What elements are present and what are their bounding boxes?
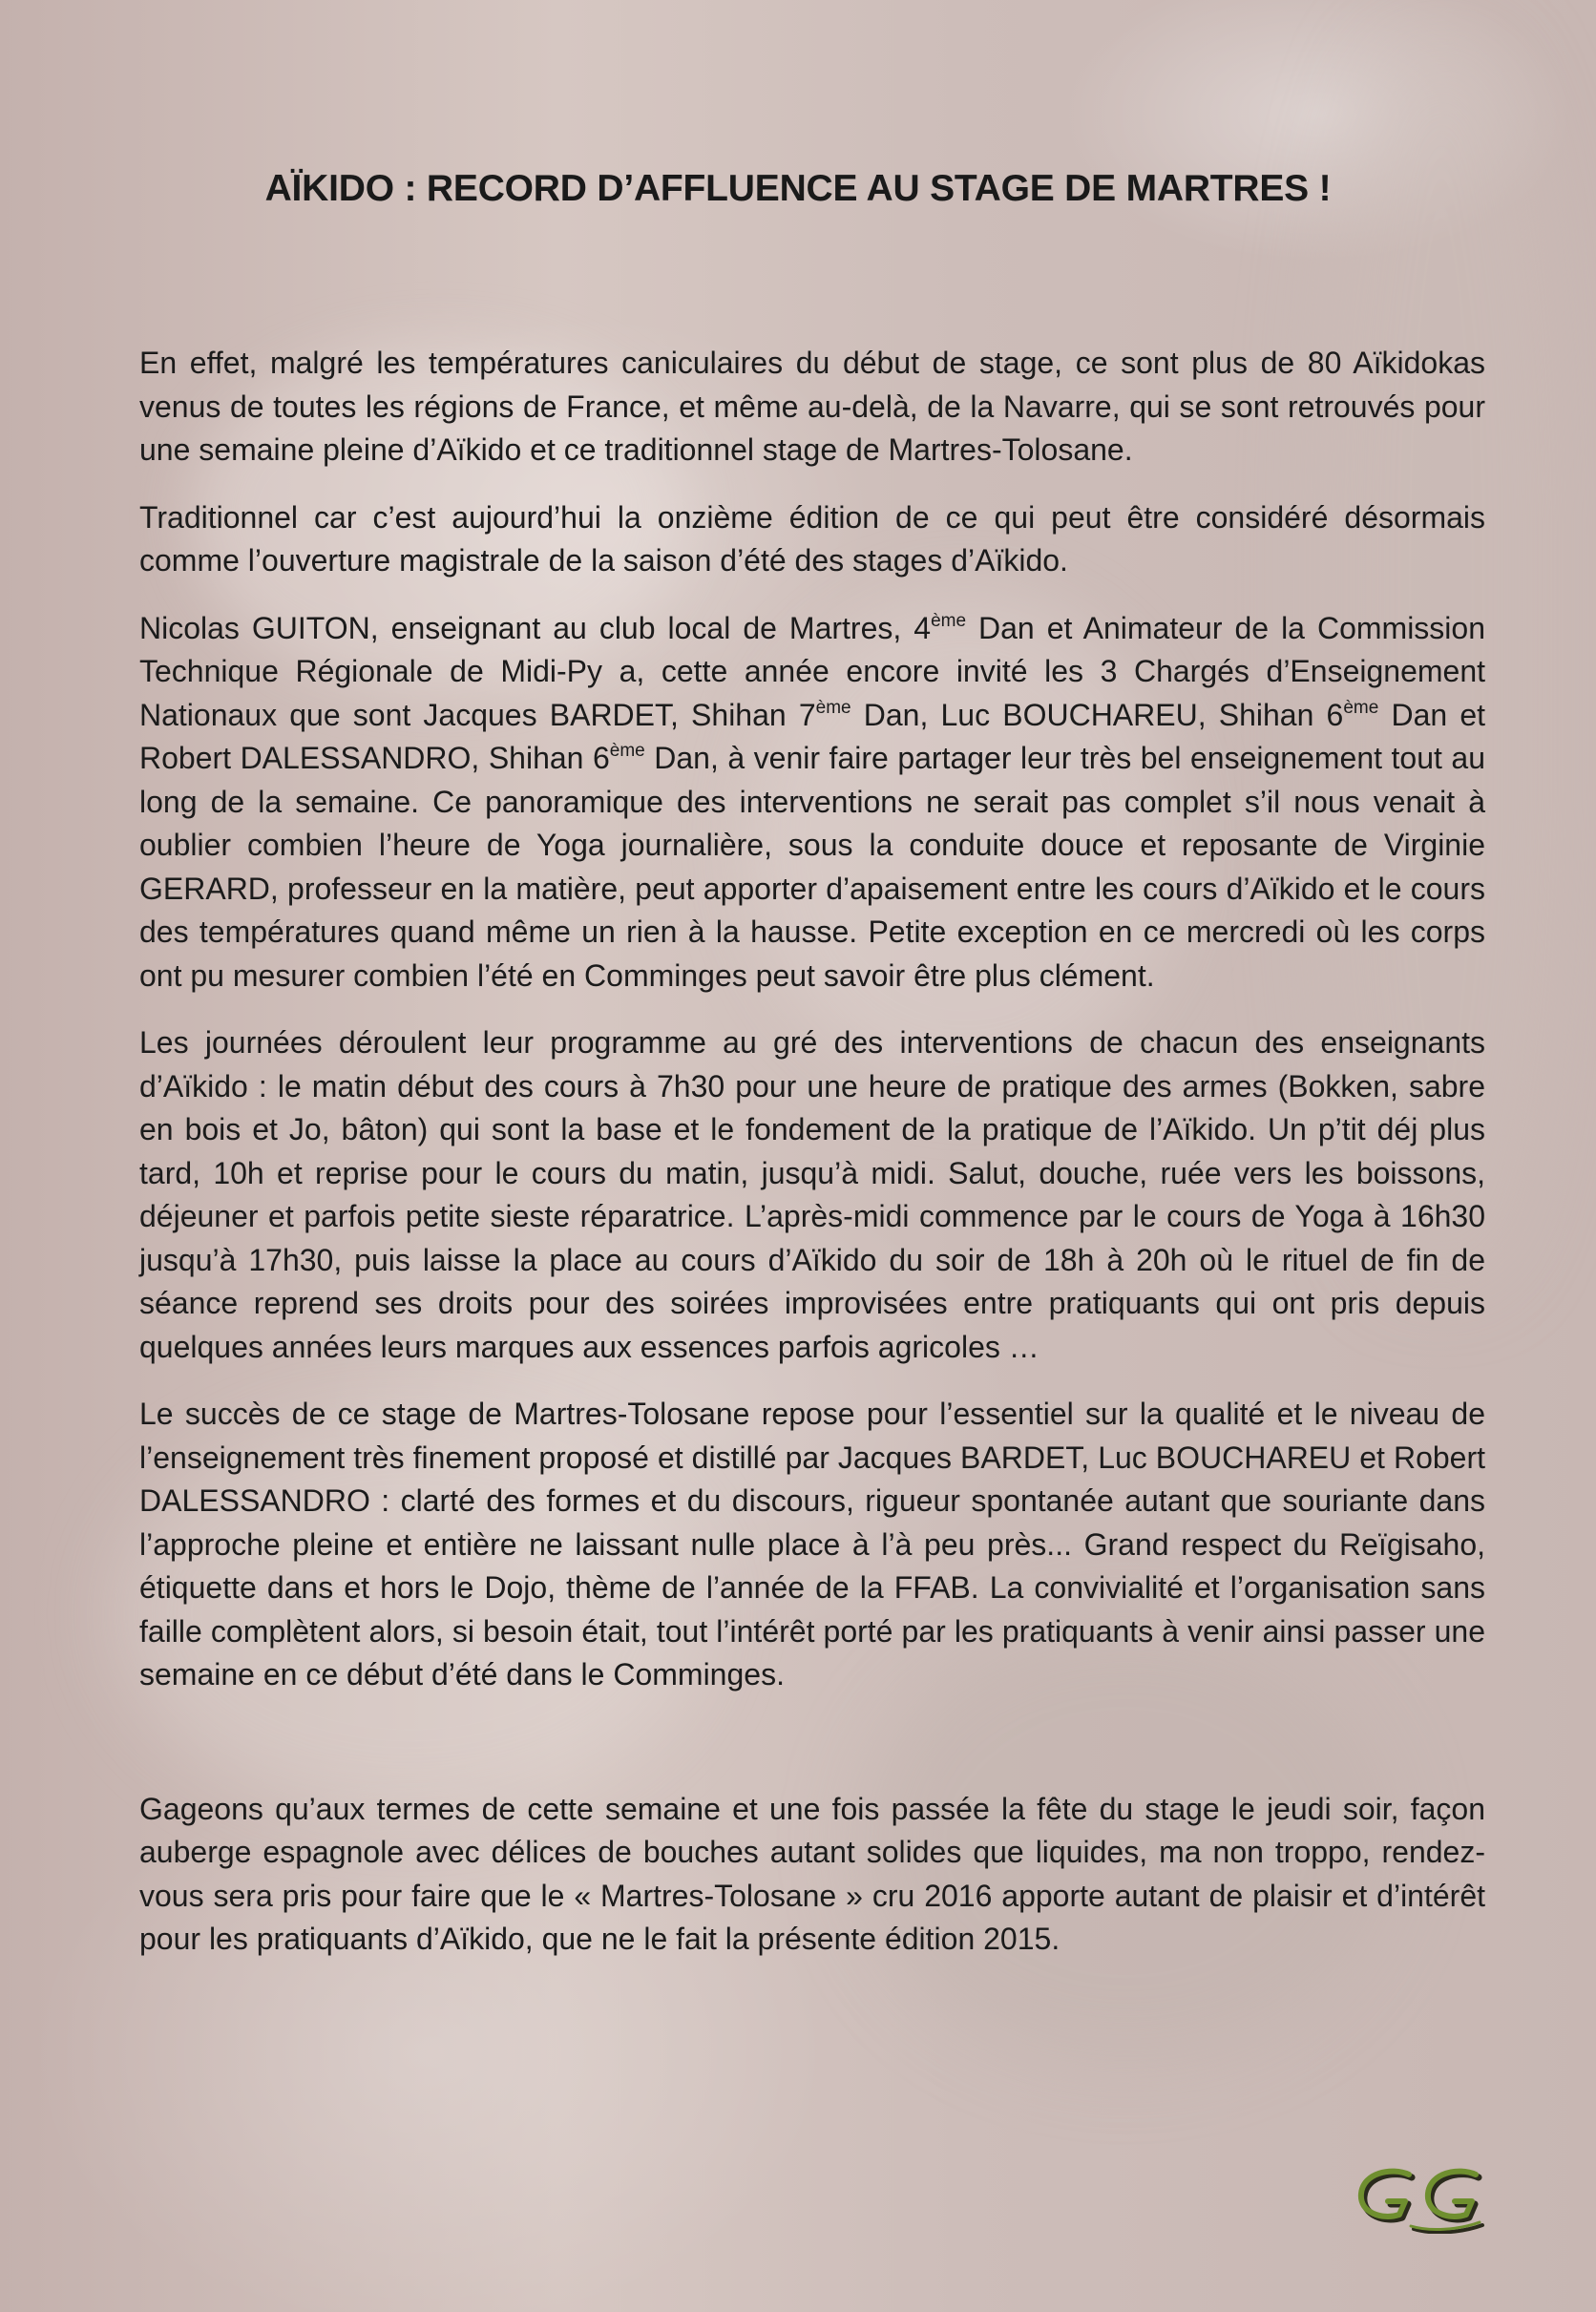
paragraph: En effet, malgré les températures caniculaires du début de stage, ce sont plus de 80 Aïkidokas venus de toutes les régions de France, et même au-delà, de la Navarre, qui se sont retrouvés pour une semaine pleine d’Aïkido et ce traditionnel stage de Martres-Tolosane. xyxy=(139,346,1485,467)
paragraph: Gageons qu’aux termes de cette semaine et une fois passée la fête du stage le jeudi soir, façon auberge espagnole avec délices de bouches autant solides que liquides, ma non troppo, rendez-vous sera pris pour faire que le « Martres-Tolosane » cru 2016 apporte autant de plaisir et d’intérêt pour les pratiquants d’Aïkido, que ne le fait la présente édition 2015. xyxy=(139,1791,1485,1956)
paragraph xyxy=(139,607,1485,998)
paragraph: Traditionnel car c’est aujourd’hui la onzième édition de ce qui peut être considéré désormais comme l’ouverture magistrale de la saison d’été des stages d’Aïkido. xyxy=(139,499,1485,578)
gg-monogram-icon xyxy=(1354,2163,1489,2234)
ordinal-suffix: ème xyxy=(1343,697,1379,718)
paragraph-text: Nicolas GUITON, enseignant au club local de Martres, 4 xyxy=(139,610,932,645)
page-title: AÏKIDO : RECORD D’AFFLUENCE AU STAGE DE MARTRES ! xyxy=(264,168,1332,209)
ordinal-suffix: ème xyxy=(815,697,851,718)
article-body xyxy=(139,342,1485,1986)
ordinal-suffix: ème xyxy=(931,610,967,631)
paragraph-text: Dan, Luc BOUCHAREU, Shihan 6 xyxy=(850,697,1344,732)
paragraph: Les journées déroulent leur programme au gré des interventions de chacun des enseignants d’Aïkido : le matin début des cours à 7h30 pour une heure de pratique des armes (Bokken, sabre en bois et Jo, bâton) qui sont la base et le fondement de la pratique de l’Aïkido. Un p’tit déj plus tard, 10h et reprise pour le cours du matin, jusqu’à midi. Salut, douche, ruée vers les boissons, déjeuner et parfois petite sieste réparatrice. L’après-midi commence par le cours de Yoga à 16h30 jusqu’à 17h30, puis laisse la place au cours d’Aïkido du soir de 18h à 20h où le rituel de fin de séance reprend ses droits pour des soirées improvisées entre pratiquants qui ont pris depuis quelques années leurs marques aux essences parfois agricoles … xyxy=(139,1025,1485,1364)
paragraph-text: Dan et Robert DALESSANDRO, Shihan 6 xyxy=(139,697,1486,775)
paragraph-text: Dan et Animateur de la Commission Technique Régionale de Midi-Py a, cette année encore invité les 3 Chargés d’Enseignement Nationaux que sont Jacques BARDET, Shihan 7 xyxy=(139,610,1486,732)
ordinal-suffix: ème xyxy=(609,741,645,761)
paragraph-text: Dan, à venir faire partager leur très bel enseignement tout au long de la semaine. Ce panoramique des interventions ne serait pas complet s’il nous venait à oublier combien l’heure de Yoga journalière, sous la conduite douce et reposante de Virginie GERARD, professeur en la matière, peut apporter d’apaisement entre les cours d’Aïkido et le cours des températures quand même un rien à la hausse. Petite exception en ce mercredi où les corps ont pu mesurer combien l’été en Comminges peut savoir être plus clément. xyxy=(139,741,1485,993)
paragraph: Le succès de ce stage de Martres-Tolosane repose pour l’essentiel sur la qualité et le niveau de l’enseignement très finement proposé et distillé par Jacques BARDET, Luc BOUCHAREU et Robert DALESSANDRO : clarté des formes et du discours, rigueur spontanée autant que souriante dans l’approche pleine et entière ne laissant nulle place à l’à peu près... Grand respect du Reïgisaho, étiquette dans et hors le Dojo, thème de l’année de la FFAB. La convivialité et l’organisation sans faille complètent alors, si besoin était, tout l’intérêt porté par les pratiquants à venir ainsi passer une semaine en ce début d’été dans le Comminges. xyxy=(139,1397,1485,1692)
